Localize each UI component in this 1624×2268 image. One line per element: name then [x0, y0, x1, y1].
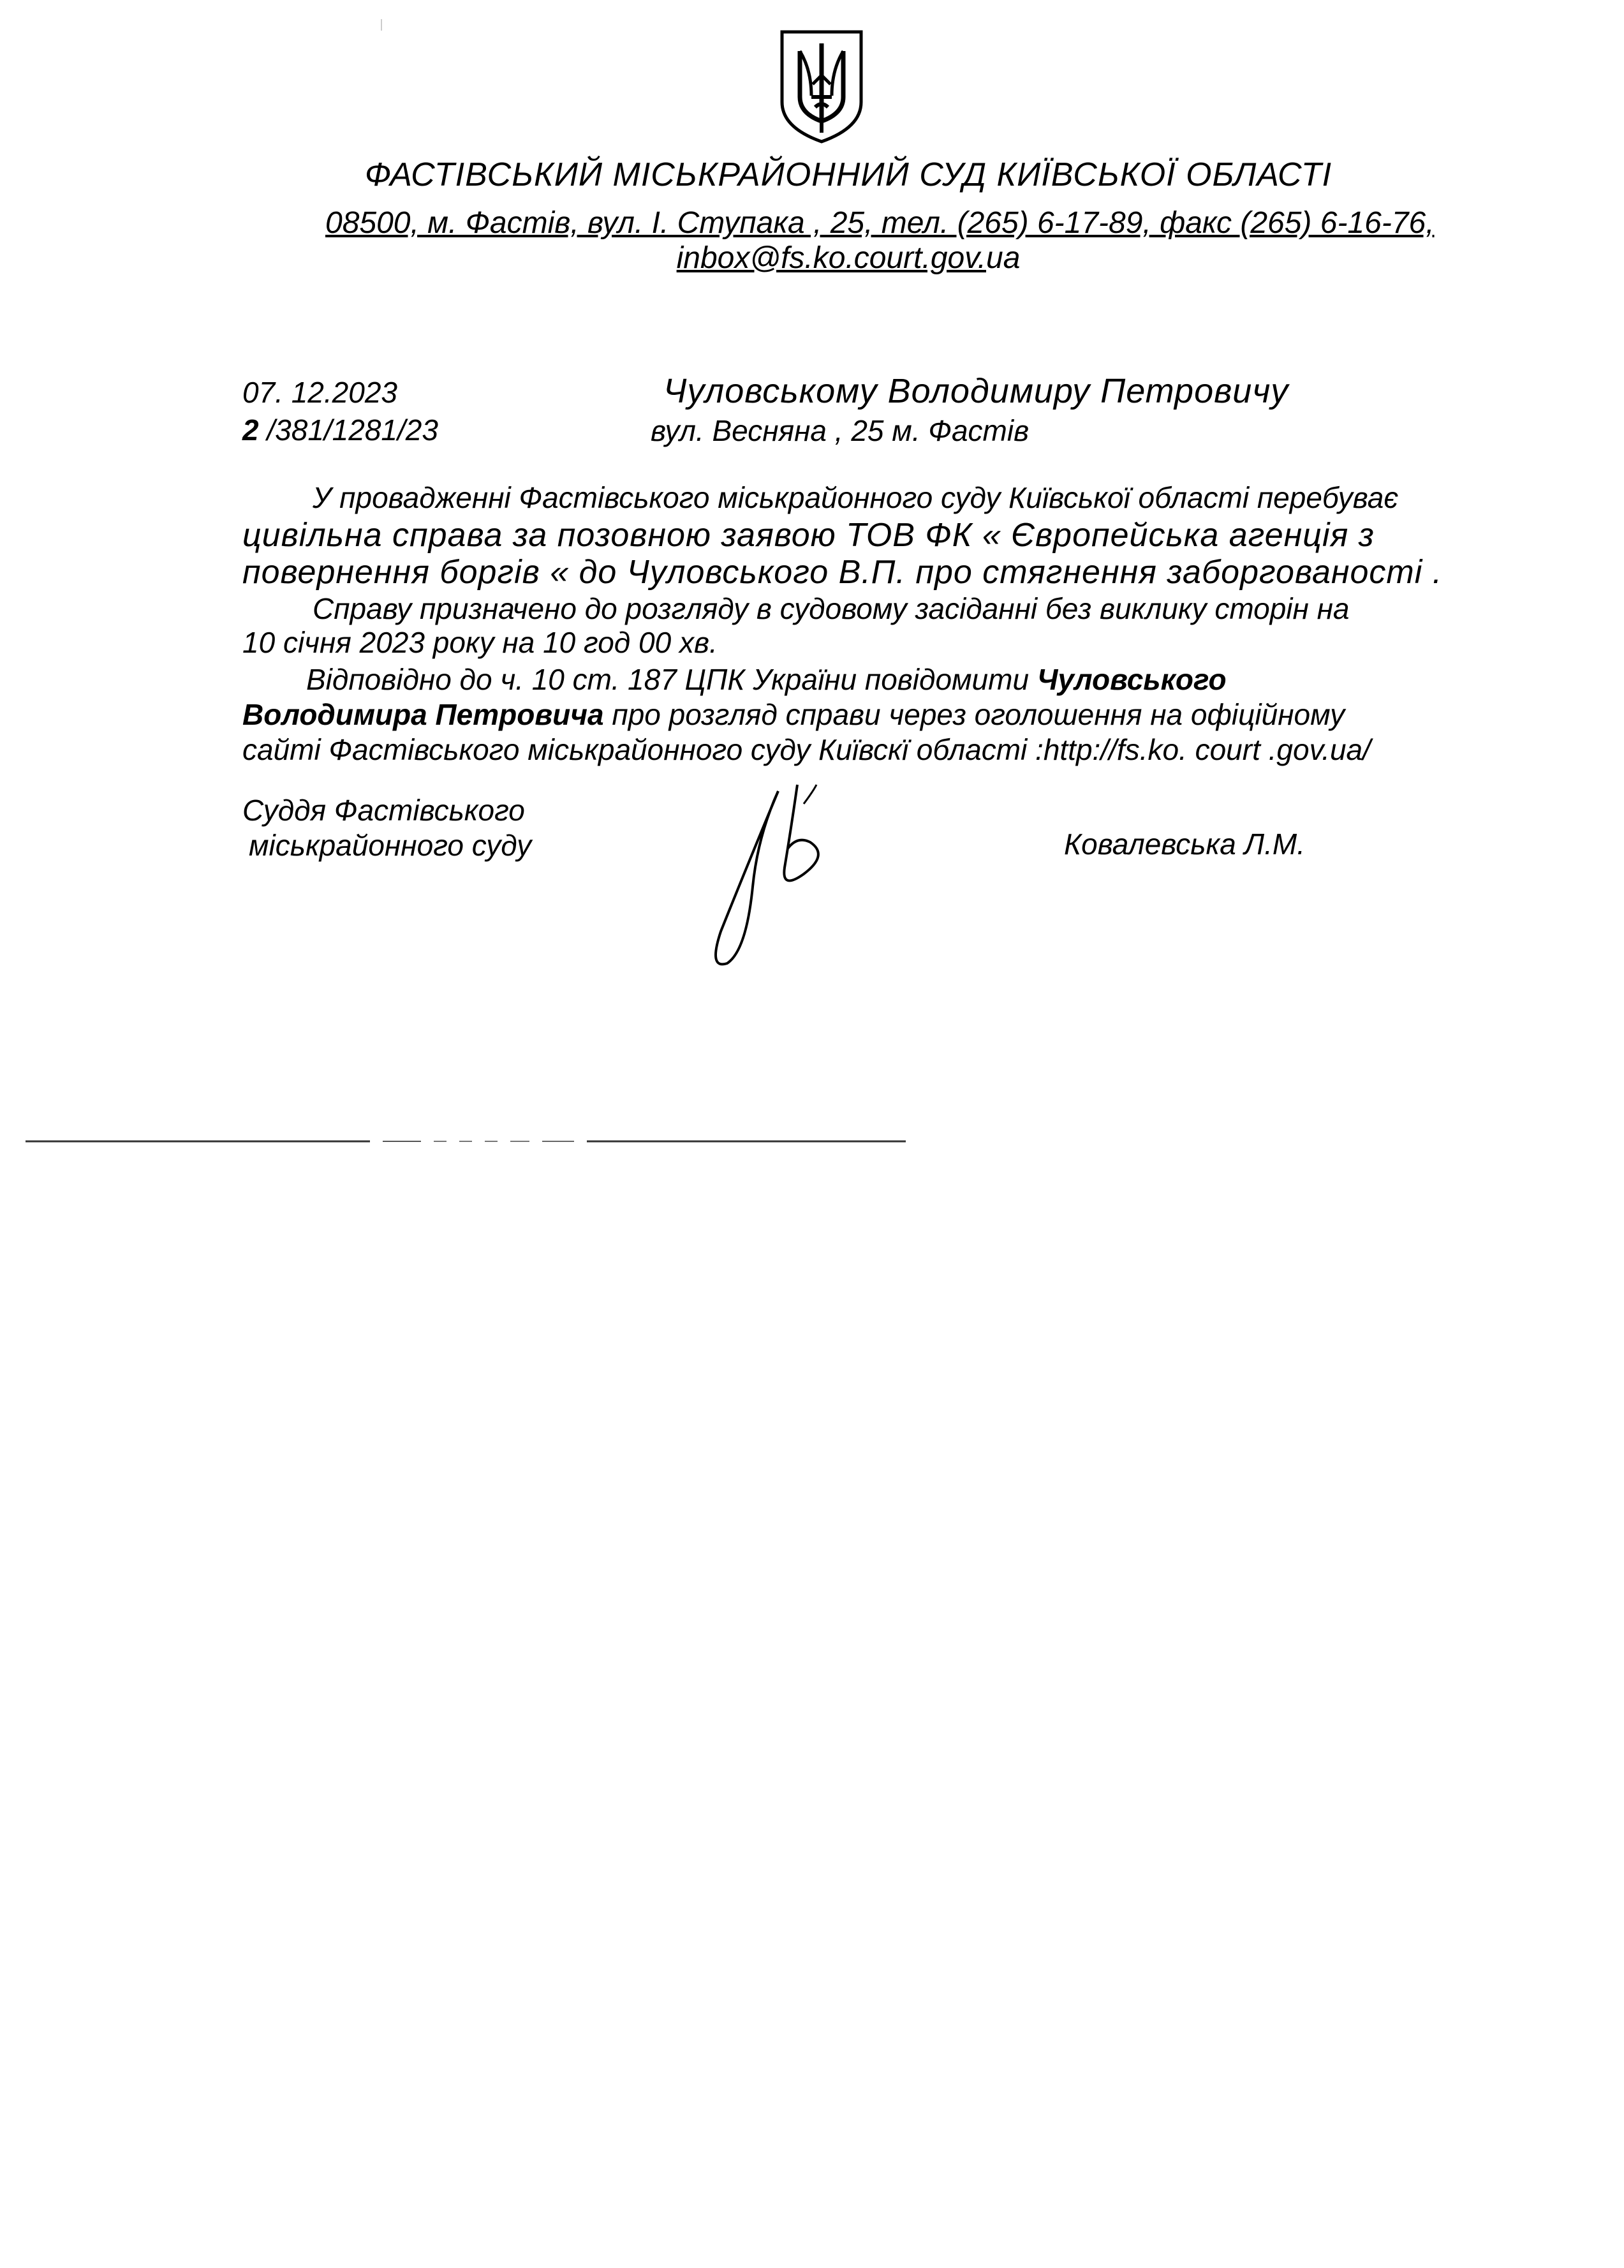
- coat-of-arms-icon: [774, 26, 869, 147]
- body-line-5: 10 січня 2023 року на 10 год 00 хв.: [242, 626, 718, 659]
- recipient-name: Чуловському Володимиру Петровичу: [663, 372, 1289, 410]
- signature-title-line-1: Суддя Фастівського: [242, 794, 525, 827]
- body-line-6: [306, 662, 1227, 697]
- body-line-7-text: про розгляд справи через оголошення на офіційному: [603, 698, 1345, 731]
- court-address: 08500, м. Фастів, вул. І. Ступака , 25, тел. (265) 6-17-89, факс (265) 6-16-76,: [325, 206, 1435, 240]
- judge-name: Ковалевська Л.М.: [1064, 827, 1305, 861]
- body-line-3: повернення боргів « до Чуловського В.П. про стягнення заборгованості .: [242, 554, 1443, 591]
- court-email: [0, 241, 1624, 276]
- case-number-rest: /381/1281/23: [258, 413, 438, 447]
- footer-dashed-rule: [26, 1139, 906, 1143]
- body-line-6-name: Чуловського: [1037, 663, 1227, 696]
- recipient-address: вул. Весняна , 25 м. Фастів: [651, 414, 1030, 447]
- case-number-prefix: 2: [242, 413, 259, 447]
- body-line-2: цивільна справа за позовною заявою ТОВ ФК « Європейська агенція з: [242, 517, 1375, 554]
- court-name: ФАСТІВСЬКИЙ МІСЬКРАЙОННИЙ СУД КИЇВСЬКОЇ ОБЛАСТІ: [364, 156, 1332, 193]
- body-line-6-text: Відповідно до ч. 10 ст. 187 ЦПК України повідомити: [306, 663, 1037, 696]
- body-line-7-name: Володимира Петровича: [242, 698, 604, 731]
- handwritten-signature: [702, 778, 842, 976]
- document-date: 07. 12.2023: [242, 376, 398, 409]
- signature-title-line-2: міськрайонного суду: [249, 829, 532, 862]
- body-line-1: У провадженні Фастівського міськрайонного суду Київської області перебуває: [313, 481, 1399, 514]
- court-email-address: inbox@fs.ko.court.gov.: [676, 241, 986, 275]
- body-line-8: сайті Фастівського міськрайонного суду Київскї області :http://fs.ko. court .gov.ua/: [242, 733, 1371, 766]
- scan-mark: [381, 19, 382, 31]
- body-line-4: Справу призначено до розгляду в судовому засіданні без виклику сторін на: [313, 592, 1350, 625]
- court-email-tail: ua: [986, 241, 1021, 275]
- body-line-7: [242, 697, 1345, 732]
- case-number: [242, 413, 438, 447]
